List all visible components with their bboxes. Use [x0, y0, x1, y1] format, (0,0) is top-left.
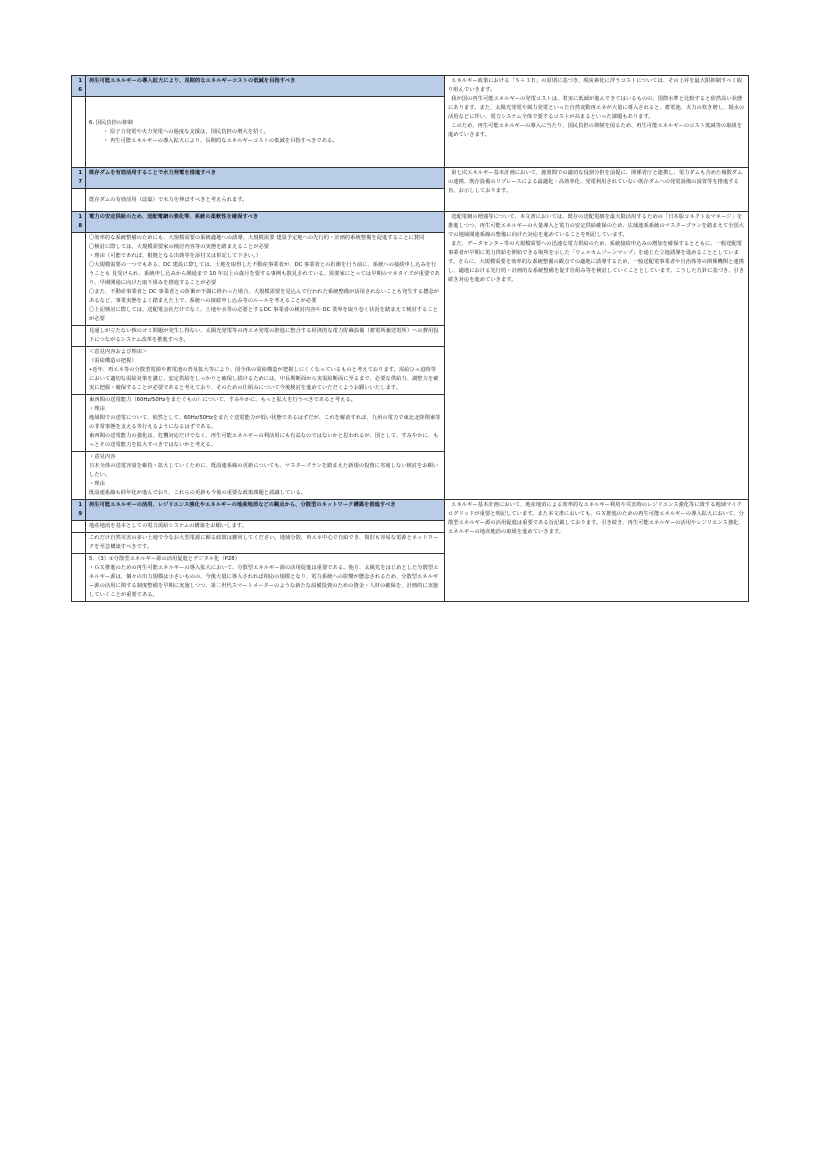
opinion-cell [86, 395, 445, 452]
row-title: 既存ダムを有効活用することで水力発電を推進すべき [86, 168, 445, 189]
table-row [72, 168, 749, 189]
answer-paragraph: エネルギー基本計画において、地産地消による効率的なエネルギー利用や災害時のレジリエンス強化等に資する地域マイクログリッドが重要と明記しています。また本文書においても、ＧＸ推進のための再生可能エネルギーの導入拡大において、分散型エネルギー源の活用促進は重要である旨記載しております。引き続き、再生可能エネルギーの活用やレジリエンス強化、エネルギーの地産地消の取組を進めていきます。 [448, 502, 744, 535]
row-number: 18 [72, 212, 86, 233]
opinion-cell [86, 347, 445, 395]
opinion-cell [86, 233, 445, 326]
opinion-cell [86, 533, 445, 554]
opinion-line: 東西間の送電能力の強化は、危機対応だけでなく、再生可能エネルギーの利活用にも有益なのではないかと思われるが、国として、すみやかに、もっとその送電能力を拡大すべきではないかと考える。 [89, 433, 439, 448]
opinion-line: （需給構造の把握） [89, 358, 137, 364]
opinion-line: 〇検討に際しては、大規模需要家の検討内容等の実態を踏まえることが必要 [89, 244, 270, 250]
opinion-line: 地域間での送電について、依然として、60Hz/50Hzをまたぐ送電能力が低い状態であるはずだが、これを解消すれば、九州の電力で東北北陸関東等の非常事態を支える等行えるようになるはずである。 [89, 415, 441, 430]
answer-cell [445, 212, 749, 500]
answer-cell [445, 76, 749, 168]
opinion-line: ・意見内容 [89, 454, 116, 460]
opinion-line: ・ 再生可能エネルギーの導入拡大により、長期的なエネルギーコストの低減を目指すべきである。 [103, 137, 338, 144]
opinion-line: ・ＧＸ推進のための再生可能エネルギーの導入拡大において、分散型エネルギー源の活用促進は重要である。他方、太陽光をはじめとした分散型エネルギー源は、個々の出力規模は小さいものの、今後大量に導入されれば相応の規模となり、電力系統への影響が懸念されるため、分散型エネルギー源の活用に関する制度整備を早期に実施しつつ、第二世代スマートメーターのような新たな設備投資のための資金・人材の確保を、計画的に実施していくことが重要である。 [89, 565, 439, 598]
opinion-line: 6. 国民負担の抑制 [89, 119, 133, 126]
answer-cell [445, 500, 749, 602]
opinion-line: 日本全体の送電容量を維持・拡大していくために、既設連系線の更新についても、マスタープランを踏まえた新規の投資に劣後しない検討をお願いしたい。 [89, 463, 439, 478]
opinion-line: ・理由（可能であれば、根拠となる出典等を添付又は併記して下さい。） [89, 253, 262, 259]
opinion-line: ・ 原子力発電や火力発電への過度な支援は、国民負担の増大を招く。 [103, 128, 269, 135]
opinion-line: これだけ自然災害の多い土地で今なお大型電源に頼る政策は撤回してください。地域分散、再エネ中心で自給でき、復旧も容易な電源とネットワークを至急構築すべきです。 [89, 535, 439, 550]
opinion-cell [86, 521, 445, 533]
opinion-cell [86, 554, 445, 602]
row-title: 再生可能エネルギーの導入拡大により、長期的なエネルギーコストの低減を目指すべき [86, 76, 445, 97]
row-number: 17 [72, 168, 86, 189]
answer-paragraph: エネルギー政策における「Ｓ＋３Ｅ」の原則に基づき、脱炭素化に伴うコストについては、その上昇を最大限抑制すべく取り組んでいきます。 [448, 78, 743, 93]
opinion-line: 既設連系線も経年化が進んでおり、これらの更新も今後の重要な政策課題と認識している。 [89, 490, 307, 496]
answer-paragraph: また、データセンター等の大規模需要への迅速な電力供給のため、系統接続申込みの増加を確保するとともに、一般送配電事業者が早期に電力供給を開始できる場所を示した「ウェルカムゾーンマップ」を通じた立地誘導を進めることとしています。さらに、大規模需要を効率的な系統整備の観点での適地に誘導するため、一般送配電事業者や自治体等の関係機関と連携し、適地における先行的・計画的な系統整備を促す仕組み等を検討していくこととしています。こうした方針に基づき、引き続き対応を進めていきます。 [448, 241, 744, 283]
answer-paragraph: 我が国の再生可能エネルギーの発電コストは、着実に低減が進んできてはいるものの、国際水準と比較すると依然高い状態にあります。また、太陽光発電や風力発電といった自然変動再エネが大量に導入されると、蓄電池、火力の炊き増し、揚水の活用などに伴い、電力システム全体で要するコストが高まるといった課題もあります。 [448, 96, 745, 120]
opinion-cell [86, 452, 445, 500]
opinion-line: 〇上記検討に際しては、送配電会社だけでなく、土地や水等の必要とするDC 事業者の検討内容や DC 業界を取り巻く状況を踏まえて検討することが必要 [89, 307, 438, 322]
opinion-cell [86, 97, 445, 168]
opinion-line: 既存ダムの有効活用（改築）で水力を伸ばすべきと考えられます。 [89, 196, 248, 203]
opinion-cell [86, 189, 445, 212]
answer-paragraph: 第七次エネルギー基本計画において、施策間での適切な役割分担を前提に、関係省庁と連携し、電力ダムも含めた複数ダムの連携、既存設備のリプレースによる最適化・高効率化、発電利用されていない既存ダムへの発電設備の設置等を推進する旨、お示ししております。 [448, 170, 743, 194]
opinion-line: 〇大規模需要の一つでもある、DC 建設に際しては、土地を取得した不動産事業者が、DC 事業者との折衝を行う前に、系統への接続申し込みを行うことも 見受けられ、系統申し込みから開通まで 10 年以上の歳月を要する事例も散見されている。需要家にとっては早期のマネタイズが重要であり、早期開通に向けた取り組みを推進することが必要 [89, 262, 440, 286]
answer-paragraph: このため、再生可能エネルギーの導入に当たり、国民負担の抑制を図るため、再生可能エネルギーのコスト低減等の取組を進めていきます。 [448, 123, 743, 138]
table-row [72, 76, 749, 97]
opinion-line: ・理由 [89, 406, 105, 412]
row-title: 電力の安定供給のため、送配電網の強化等、系統の柔軟性を確保すべき [86, 212, 445, 233]
opinion-line: 東西間の送電能力（60Hz/50Hzをまたぐもの）について、すみやかに、もっと拡大を行うべきであると考える。 [89, 397, 356, 403]
opinion-line: 〇また、不動産事業者と DC 事業者との折衝が不調に終わった場合、大規模需要を見込んで行われた系統整備が活用されないことも発生する懸念があるなど、事業実態をよく踏まえた上で、系統への接続申し込み等のルールを考えることが必要 [89, 289, 440, 304]
opinion-cell [86, 326, 445, 347]
opinion-line: ・理由 [89, 481, 105, 487]
opinion-line: 5．（3）①分散型エネルギー源の活用促進とデジタル化（P28） [89, 556, 240, 562]
opinion-table [71, 75, 749, 602]
opinion-line: 〇効率的な系統整備のためにも、大規模需要の系統適地への誘導、大規模需要 建設予定地への先行的・計画的系統整備を促進することに賛同 [89, 235, 425, 241]
row-number: 16 [72, 76, 86, 97]
row-number: 19 [72, 500, 86, 521]
opinion-line: •近年、再エネ等の分散型電源や蓄電池の普及拡大等により、国全体の需給構造が把握しにくくなっているものと考えております。需給ひっ迫時等において適切な需給対策を講じ、安定供給をしっかりと確保し続けるためには、中長期断面から実需給断面に至るまで、必要な供給力、調整力を確実に把握・確保することが必要であると考えており、そのための仕組みについて今後検討を進めていただくようお願いいたします。 [89, 367, 439, 391]
answer-cell [445, 168, 749, 212]
opinion-line: 地産地消を基本としての電力需給システムの構築をお願いします。 [89, 523, 247, 529]
answer-paragraph: 送配電網の増強等について、本文書においては、既存の送配電網を最大限活用するための「日本版コネクト＆マネージ」を推進しつつ、再生可能エネルギーの大量導入と電力の安定供給確保のため、広域連系系統のマスタープランを踏まえて全国大での地域間連系線の整備に向けた対応を進めていることを明記しています。 [448, 214, 744, 238]
table-row [72, 500, 749, 521]
row-title: 再生可能エネルギーの活用、レジリエンス強化やエネルギーの地産地消などの観点から、分散型のネットワーク構築を推進すべき [86, 500, 445, 521]
table-row [72, 212, 749, 233]
opinion-line: 見通しが立たない核のゴミ問題が発生し得ない、太陽光発電等の再エネ発電の推進に整合する経済的な電力貯蔵設備（蓄電所兼送電所）への費用投下につながるシステム改革を推進すべき。 [89, 328, 439, 343]
opinion-line: ＜意見内容および理由＞ [89, 349, 148, 355]
